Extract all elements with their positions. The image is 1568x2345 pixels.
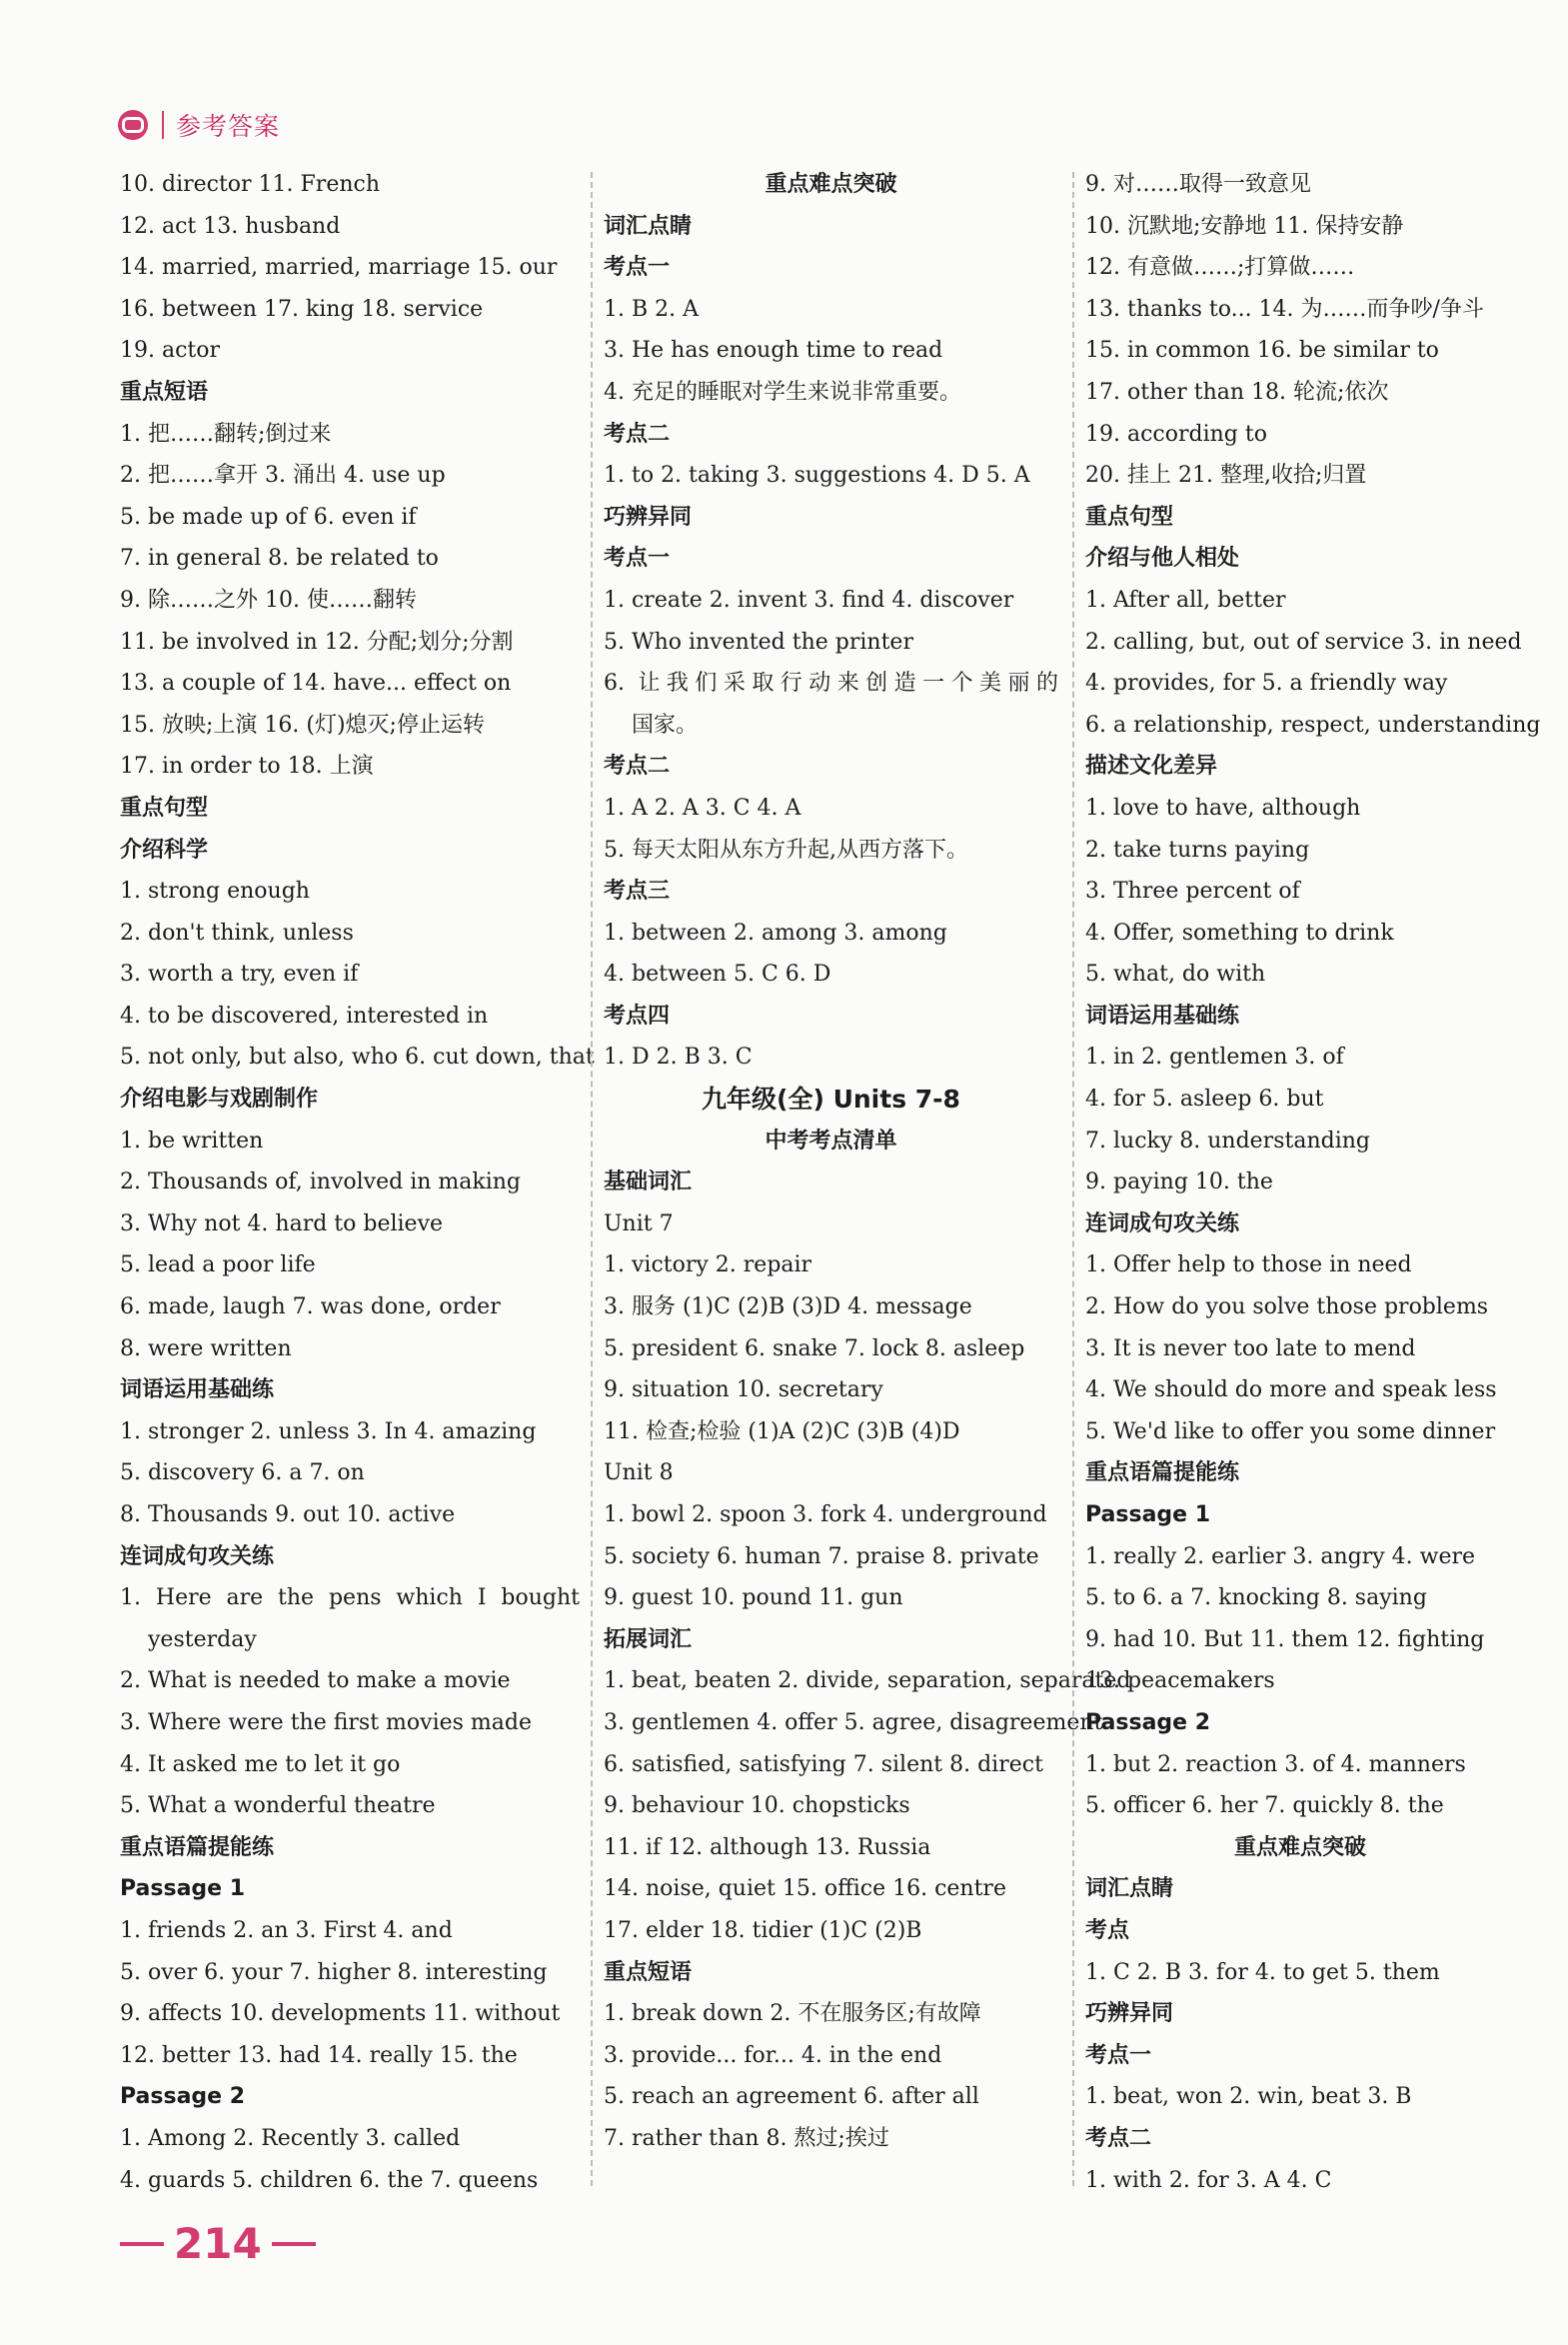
section-heading: 重点句型 xyxy=(1085,504,1174,530)
answer-line: 17. in order to 18. 上演 xyxy=(120,754,374,780)
answer-line: 4. We should do more and speak less xyxy=(1085,1377,1497,1403)
header-divider xyxy=(162,111,164,139)
answer-line: 20. 挂上 21. 整理,收拾;归置 xyxy=(1085,463,1367,489)
answer-line: 1. beat, beaten 2. divide, separation, separated xyxy=(604,1668,1131,1694)
answer-line: 4. guards 5. children 6. the 7. queens xyxy=(120,2167,539,2193)
answer-column-1 xyxy=(120,164,595,2201)
answer-line: 6. 让我们采取行动来创造一个美丽的 xyxy=(604,671,1058,697)
footer-dash-left xyxy=(120,2242,164,2246)
answer-line: 5. president 6. snake 7. lock 8. asleep xyxy=(604,1335,1025,1361)
answer-line: 4. to be discovered, interested in xyxy=(120,1003,489,1029)
section-heading: 连词成句攻关练 xyxy=(120,1543,275,1569)
answer-line: 6. made, laugh 7. was done, order xyxy=(120,1294,501,1320)
answer-line: 5. be made up of 6. even if xyxy=(120,504,417,530)
answer-line: 11. be involved in 12. 分配;划分;分割 xyxy=(120,629,514,655)
answer-line: 1. to 2. taking 3. suggestions 4. D 5. A xyxy=(604,463,1030,489)
answer-line: 4. provides, for 5. a friendly way xyxy=(1085,671,1448,697)
answer-line: 5. society 6. human 7. praise 8. private xyxy=(604,1543,1039,1569)
answer-line: 7. lucky 8. understanding xyxy=(1085,1128,1370,1154)
answer-line: yesterday xyxy=(148,1626,257,1652)
section-heading: 重点语篇提能练 xyxy=(120,1834,275,1860)
section-heading: 考点二 xyxy=(1085,2125,1152,2151)
section-heading: 词语运用基础练 xyxy=(1085,1003,1240,1029)
brand-logo-icon xyxy=(118,110,148,140)
answer-line: 12. 有意做……;打算做…… xyxy=(1085,255,1355,281)
answer-line: 17. elder 18. tidier (1)C (2)B xyxy=(604,1917,922,1943)
answer-line: 5. lead a poor life xyxy=(120,1252,316,1278)
answer-line: 5. to 6. a 7. knocking 8. saying xyxy=(1085,1585,1427,1611)
page-footer xyxy=(120,2219,316,2268)
answer-line: 19. actor xyxy=(120,338,221,364)
answer-line: 1. After all, better xyxy=(1085,587,1286,613)
answer-line: 1. bowl 2. spoon 3. fork 4. underground xyxy=(604,1502,1047,1527)
section-heading: 连词成句攻关练 xyxy=(1085,1210,1240,1236)
answer-line: 12. act 13. husband xyxy=(120,213,341,239)
answer-column-3 xyxy=(1085,164,1541,2201)
page-header xyxy=(118,102,280,148)
answer-line: 7. rather than 8. 熬过;挨过 xyxy=(604,2125,889,2151)
answer-line: 9. situation 10. secretary xyxy=(604,1377,883,1403)
section-heading: 重点短语 xyxy=(604,1959,693,1985)
answer-line: 15. 放映;上演 16. (灯)熄灭;停止运转 xyxy=(120,712,485,738)
answer-line: 9. guest 10. pound 11. gun xyxy=(604,1585,903,1611)
answer-line: 4. for 5. asleep 6. but xyxy=(1085,1087,1324,1113)
answer-line: 1. Here are the pens which I bought xyxy=(120,1585,580,1611)
section-heading: 重点句型 xyxy=(120,795,209,821)
answer-line: 3. 服务 (1)C (2)B (3)D 4. message xyxy=(604,1294,972,1320)
header-title: 参考答案 xyxy=(176,112,281,141)
answer-line: Unit 8 xyxy=(604,1460,674,1486)
answer-line: 19. according to xyxy=(1085,421,1267,447)
answer-line: 5. discovery 6. a 7. on xyxy=(120,1460,365,1486)
answer-line: 11. if 12. although 13. Russia xyxy=(604,1834,931,1860)
answer-line: 5. what, do with xyxy=(1085,962,1266,988)
answer-line: 9. affects 10. developments 11. without xyxy=(120,2001,561,2027)
answer-line: 9. 对……取得一致意见 xyxy=(1085,172,1311,197)
answer-line: 1. 把……翻转;倒过来 xyxy=(120,421,332,447)
section-heading: 考点三 xyxy=(604,879,671,905)
column-divider xyxy=(1072,172,1074,2186)
section-heading: 重点难点突破 xyxy=(765,172,897,197)
answer-line: 5. Who invented the printer xyxy=(604,629,913,655)
answer-line: 1. between 2. among 3. among xyxy=(604,920,947,946)
page-number: 214 xyxy=(174,2219,262,2268)
answer-line: 9. behaviour 10. chopsticks xyxy=(604,1793,910,1819)
answer-line: 3. worth a try, even if xyxy=(120,962,359,988)
answer-line: 1. victory 2. repair xyxy=(604,1252,812,1278)
answer-line: 1. C 2. B 3. for 4. to get 5. them xyxy=(1085,1959,1440,1985)
answer-line: 11. 检查;检验 (1)A (2)C (3)B (4)D xyxy=(604,1418,960,1444)
answer-line: 2. How do you solve those problems xyxy=(1085,1294,1489,1320)
answer-line: 3. He has enough time to read xyxy=(604,338,943,364)
answer-line: 1. strong enough xyxy=(120,879,310,905)
answer-line: 9. paying 10. the xyxy=(1085,1170,1273,1195)
answer-line: 2. calling, but, out of service 3. in need xyxy=(1085,629,1522,655)
answer-line: 9. had 10. But 11. them 12. fighting xyxy=(1085,1626,1485,1652)
answer-line: 1. beat, won 2. win, beat 3. B xyxy=(1085,2084,1412,2110)
answer-line: 4. between 5. C 6. D xyxy=(604,962,831,988)
answer-line: 2. don't think, unless xyxy=(120,920,354,946)
section-heading: 基础词汇 xyxy=(604,1170,693,1195)
answer-line: 8. Thousands 9. out 10. active xyxy=(120,1502,456,1527)
section-heading: 巧辨异同 xyxy=(1085,2001,1174,2027)
answer-line: 16. between 17. king 18. service xyxy=(120,296,484,322)
answer-line: 5. not only, but also, who 6. cut down, that xyxy=(120,1045,595,1071)
section-heading: 考点一 xyxy=(604,255,671,281)
answer-line: 17. other than 18. 轮流;依次 xyxy=(1085,379,1389,405)
answer-line: Unit 7 xyxy=(604,1210,674,1236)
answer-line: 4. Offer, something to drink xyxy=(1085,920,1394,946)
column-divider xyxy=(591,172,593,2186)
answer-line: 6. a relationship, respect, understanding xyxy=(1085,712,1541,738)
section-heading: 考点二 xyxy=(604,421,671,447)
answer-line: 1. A 2. A 3. C 4. A xyxy=(604,795,801,821)
answer-line: 13. a couple of 14. have... effect on xyxy=(120,671,512,697)
section-heading: 介绍科学 xyxy=(120,837,209,863)
answer-line: 13. thanks to... 14. 为……而争吵/争斗 xyxy=(1085,296,1484,322)
answer-line: 2. take turns paying xyxy=(1085,837,1310,863)
answer-line: 1. B 2. A xyxy=(604,296,700,322)
answer-line: 4. 充足的睡眠对学生来说非常重要。 xyxy=(604,379,961,405)
answer-line: 1. create 2. invent 3. find 4. discover xyxy=(604,587,1014,613)
answer-line: 1. be written xyxy=(120,1128,264,1154)
answer-line: 9. 除……之外 10. 使……翻转 xyxy=(120,587,417,613)
answer-line: 4. It asked me to let it go xyxy=(120,1751,401,1777)
section-heading: 巧辨异同 xyxy=(604,504,693,530)
answer-line: 3. Three percent of xyxy=(1085,879,1300,905)
answer-line: 14. noise, quiet 15. office 16. centre xyxy=(604,1876,1006,1902)
answer-line: 2. What is needed to make a movie xyxy=(120,1668,511,1694)
answer-line: 1. but 2. reaction 3. of 4. manners xyxy=(1085,1751,1466,1777)
answer-line: 10. 沉默地;安静地 11. 保持安静 xyxy=(1085,213,1404,239)
answer-line: 8. were written xyxy=(120,1335,292,1361)
footer-dash-right xyxy=(272,2242,316,2246)
answer-line: 1. break down 2. 不在服务区;有故障 xyxy=(604,2001,981,2027)
answer-line: 2. Thousands of, involved in making xyxy=(120,1170,522,1195)
answer-line: 3. Where were the first movies made xyxy=(120,1709,532,1735)
answer-line: 1. D 2. B 3. C xyxy=(604,1045,753,1071)
answer-line: 5. What a wonderful theatre xyxy=(120,1793,436,1819)
section-heading: 考点四 xyxy=(604,1003,671,1029)
section-heading: 介绍电影与戏剧制作 xyxy=(120,1087,319,1113)
answer-line: 14. married, married, marriage 15. our xyxy=(120,255,558,281)
section-heading: Passage 1 xyxy=(1085,1502,1211,1527)
section-heading: 词汇点睛 xyxy=(1085,1876,1174,1902)
answer-line: 7. in general 8. be related to xyxy=(120,546,439,572)
answer-line: 6. satisfied, satisfying 7. silent 8. direct xyxy=(604,1751,1043,1777)
answer-line: 5. officer 6. her 7. quickly 8. the xyxy=(1085,1793,1444,1819)
section-heading: 重点难点突破 xyxy=(1233,1834,1366,1860)
answer-line: 1. really 2. earlier 3. angry 4. were xyxy=(1085,1543,1476,1569)
section-heading: 考点一 xyxy=(1085,2042,1152,2068)
answer-line: 5. over 6. your 7. higher 8. interesting xyxy=(120,1959,548,1985)
section-heading: Passage 2 xyxy=(1085,1709,1211,1735)
section-heading: 中考考点清单 xyxy=(765,1128,897,1154)
section-heading: 词语运用基础练 xyxy=(120,1377,275,1403)
answer-line: 3. provide... for... 4. in the end xyxy=(604,2042,942,2068)
section-heading: 词汇点睛 xyxy=(604,213,693,239)
section-heading: 重点短语 xyxy=(120,379,209,405)
answer-line: 3. Why not 4. hard to believe xyxy=(120,1210,444,1236)
section-heading: 九年级(全) Units 7-8 xyxy=(702,1085,960,1115)
section-heading: Passage 1 xyxy=(120,1876,246,1902)
answer-line: 1. Offer help to those in need xyxy=(1085,1252,1412,1278)
answer-line: 10. director 11. French xyxy=(120,172,380,197)
answer-line: 2. 把……拿开 3. 涌出 4. use up xyxy=(120,463,446,489)
section-heading: 重点语篇提能练 xyxy=(1085,1460,1240,1486)
answer-line: 1. Among 2. Recently 3. called xyxy=(120,2125,461,2151)
answer-line: 15. in common 16. be similar to xyxy=(1085,338,1439,364)
section-heading: 考点一 xyxy=(604,546,671,572)
answer-line: 1. in 2. gentlemen 3. of xyxy=(1085,1045,1344,1071)
answer-line: 5. reach an agreement 6. after all xyxy=(604,2084,979,2110)
section-heading: 考点 xyxy=(1085,1917,1130,1943)
answer-line: 5. 每天太阳从东方升起,从西方落下。 xyxy=(604,837,968,863)
answer-line: 国家。 xyxy=(632,712,699,738)
answer-line: 13. peacemakers xyxy=(1085,1668,1275,1694)
answer-line: 1. friends 2. an 3. First 4. and xyxy=(120,1917,453,1943)
section-heading: 介绍与他人相处 xyxy=(1085,546,1240,572)
section-heading: 拓展词汇 xyxy=(604,1626,693,1652)
section-heading: Passage 2 xyxy=(120,2084,246,2110)
answer-line: 1. stronger 2. unless 3. In 4. amazing xyxy=(120,1418,537,1444)
answer-line: 12. better 13. had 14. really 15. the xyxy=(120,2042,518,2068)
answer-line: 3. gentlemen 4. offer 5. agree, disagreement xyxy=(604,1709,1103,1735)
section-heading: 考点二 xyxy=(604,754,671,780)
answer-line: 1. love to have, although xyxy=(1085,795,1361,821)
answer-line: 1. with 2. for 3. A 4. C xyxy=(1085,2167,1332,2193)
section-heading: 描述文化差异 xyxy=(1085,754,1218,780)
answer-line: 3. It is never too late to mend xyxy=(1085,1335,1416,1361)
answer-line: 5. We'd like to offer you some dinner xyxy=(1085,1418,1496,1444)
